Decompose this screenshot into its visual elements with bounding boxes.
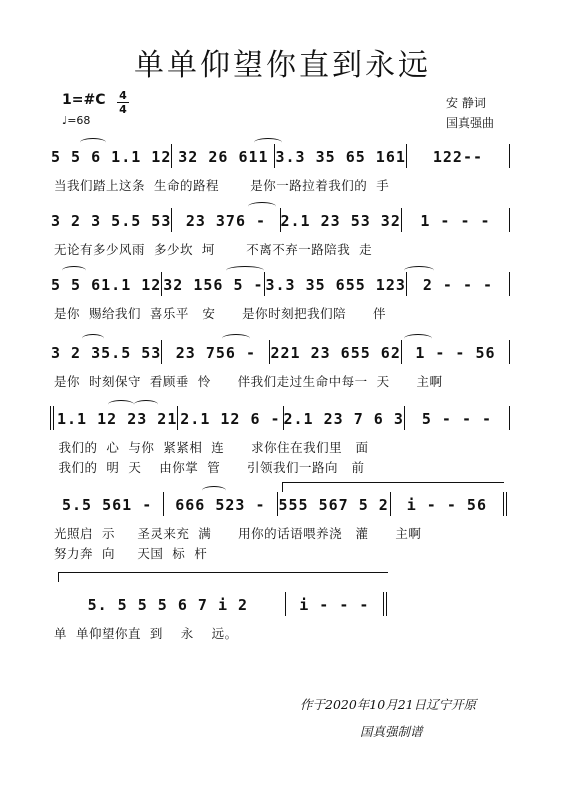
measure: 32 26 611 — [178, 148, 269, 166]
measure: 122-- — [432, 148, 484, 166]
arranger-credit: 国真强制谱 — [360, 724, 423, 739]
lyric-line: 努力奔 向 天国 标 杆 — [54, 546, 208, 561]
measure: 5.5 561 - — [61, 496, 153, 514]
time-signature — [117, 90, 129, 115]
measure: 555 567 5 2 — [278, 496, 389, 514]
measure: 221 23 655 62 — [270, 344, 401, 362]
measure: 3 2 3 5.5 53 — [51, 212, 172, 230]
measure: 2.1 12 6 - — [180, 410, 281, 428]
measure: 5 - - - — [421, 410, 493, 428]
measure: 23 756 - — [175, 344, 257, 362]
measure: 3.3 35 65 161 — [275, 148, 406, 166]
lyric-line: 我们的 明 天 由你掌 管 引领我们一路向 前 — [54, 460, 365, 475]
time-signature-top: 4 — [119, 89, 127, 102]
composition-note: 作于2020年10月21日辽宁开原 — [300, 697, 477, 712]
lyric-line: 当我们踏上这条 生命的路程 是你一路拉着我们的 手 — [54, 178, 390, 193]
repeat-end-barline — [503, 492, 510, 516]
tempo-marking: ♩=68 — [62, 114, 91, 127]
song-title: 单单仰望你直到永远 — [134, 48, 431, 83]
measure: 1.1 12 23 21 — [57, 410, 178, 428]
measure: 5. 5 5 5 6 7 i 2 — [87, 596, 249, 614]
measure: 1 - - 56 — [415, 344, 496, 362]
lyricist-credit: 安 静词 — [446, 96, 486, 110]
measure: 1 - - - — [420, 212, 491, 230]
measure: 5 5 6 1.1 12 — [51, 148, 172, 166]
lyric-line: 是你 赐给我们 喜乐平 安 是你时刻把我们陪 伴 — [54, 306, 386, 321]
measure: 2.1 23 53 32 — [280, 212, 401, 230]
measure: i - - - — [299, 596, 370, 614]
measure: 3 2 35.5 53 — [51, 344, 162, 362]
measure: 32 156 5 - — [163, 276, 264, 294]
repeat-start-barline — [50, 406, 57, 430]
measure: 2 - - - — [422, 276, 494, 294]
lyric-line: 光照启 示 圣灵来充 满 用你的话语喂养浇 灌 主啊 — [54, 526, 422, 541]
measure: i - - 56 — [406, 496, 487, 514]
key-signature: 1=#C — [62, 92, 106, 108]
lyric-line: 无论有多少风雨 多少坎 坷 不离不弃一路陪我 走 — [54, 242, 373, 257]
score-row-7 — [0, 596, 565, 686]
measure: 666 523 - — [175, 496, 266, 514]
final-barline — [383, 592, 390, 616]
lyric-line: 单 单仰望你直 到 永 远。 — [54, 626, 238, 641]
composer-credit: 国真强曲 — [446, 116, 495, 130]
lyric-line: 是你 时刻保守 看顾垂 怜 伴我们走过生命中每一 天 主啊 — [54, 374, 443, 389]
lyric-line: 我们的 心 与你 紧紧相 连 求你住在我们里 面 — [54, 440, 369, 455]
measure: 23 376 - — [185, 212, 267, 230]
measure: 3.3 35 655 123 — [265, 276, 406, 294]
measure: 2.1 23 7 6 3 — [283, 410, 404, 428]
measure: 5 5 61.1 12 — [51, 276, 162, 294]
time-signature-bottom: 4 — [119, 103, 127, 116]
